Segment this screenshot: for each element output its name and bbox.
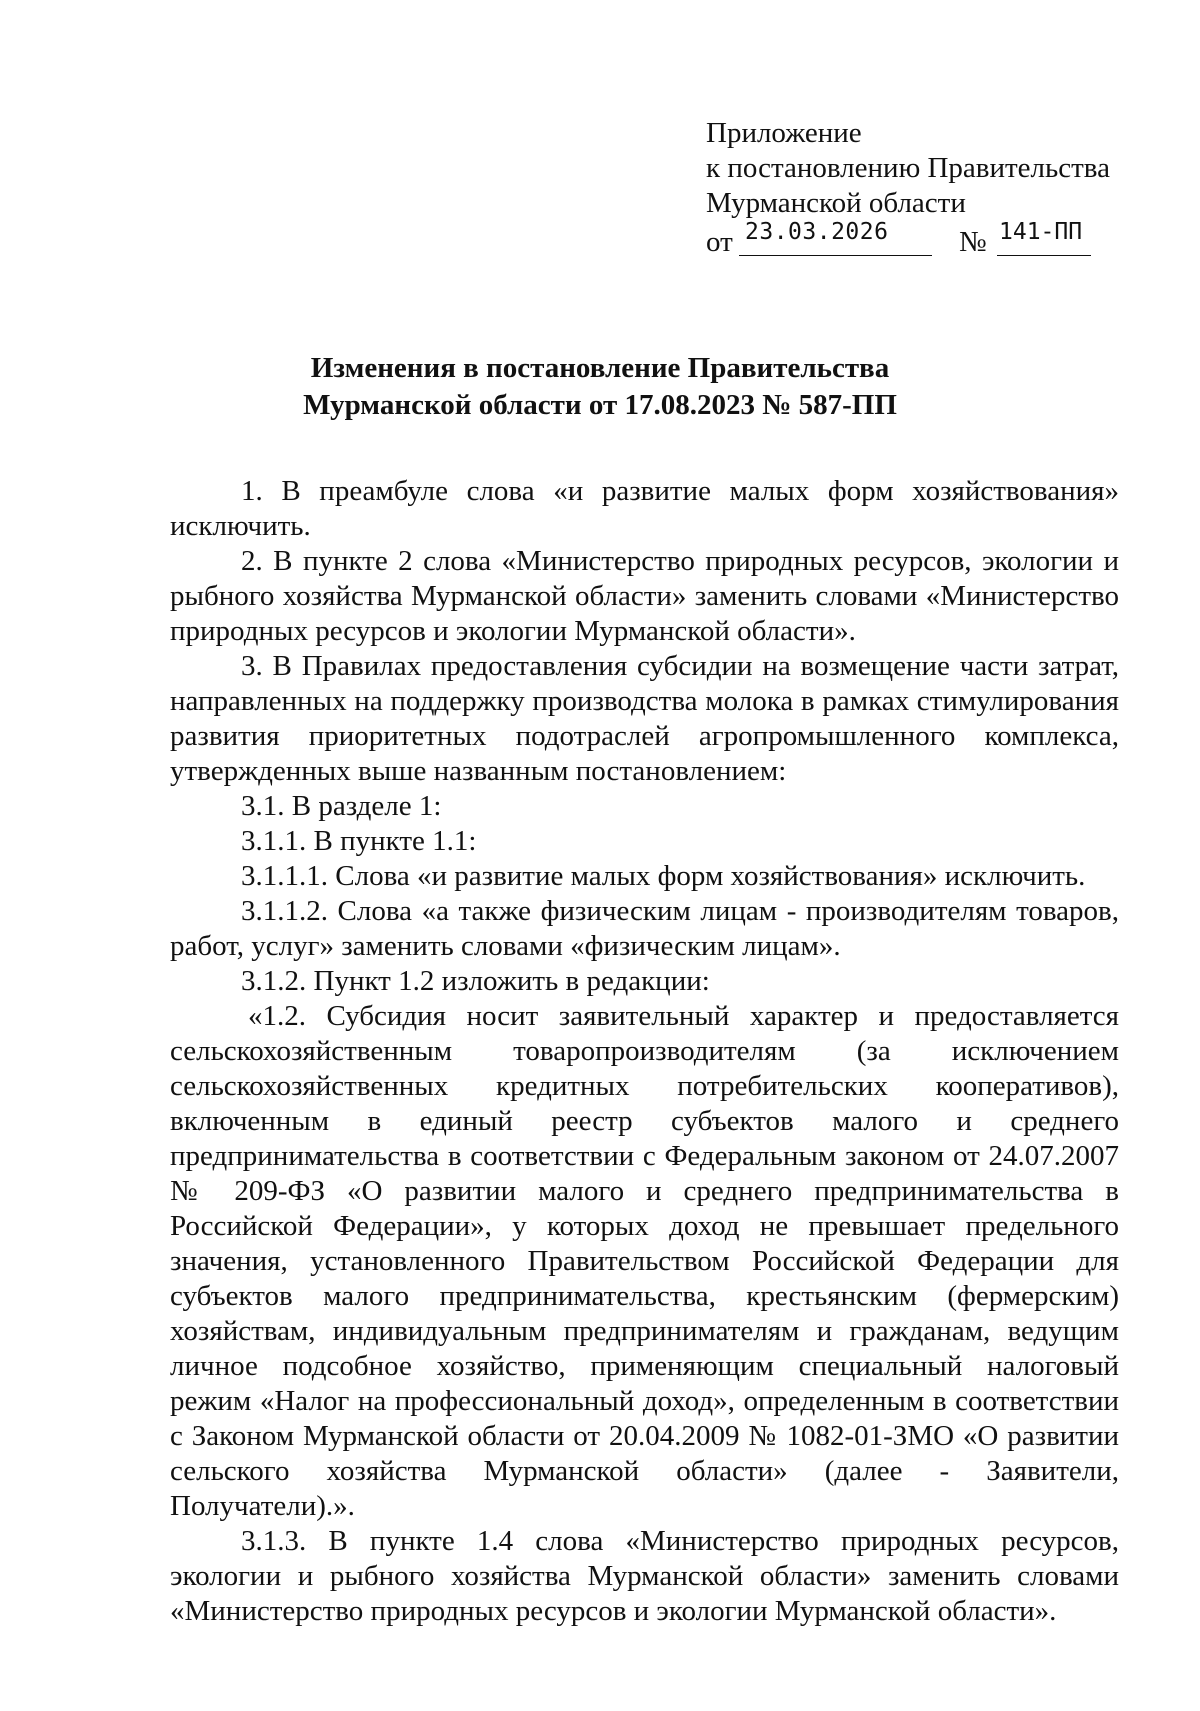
number-underline	[997, 255, 1091, 256]
paragraph-2: 2. В пункте 2 слова «Министерство природных ресурсов, экологии и рыбного хозяйства Мурманской области» заменить словами «Министерство природных ресурсов и экологии Мурманской области».	[170, 545, 1119, 647]
appendix-label: Приложение	[706, 117, 862, 149]
document-title	[0, 350, 1200, 424]
appendix-resolution-ref: к постановлению Правительства	[706, 152, 1110, 184]
paragraph-3-1-3: 3.1.3. В пункте 1.4 слова «Министерство природных ресурсов, экологии и рыбного хозяйства Мурманской области» заменить словами «Министерство природных ресурсов и экологии Мурманской области».	[170, 1525, 1119, 1627]
resolution-date: 23.03.2026	[745, 219, 889, 245]
paragraph-3-1-1-1: 3.1.1.1. Слова «и развитие малых форм хозяйствования» исключить.	[241, 860, 1086, 892]
paragraph-1: 1. В преамбуле слова «и развитие малых форм хозяйствования» исключить.	[170, 475, 1119, 542]
appendix-date-number-line	[706, 221, 1110, 257]
paragraph-3: 3. В Правилах предоставления субсидии на возмещение части затрат, направленных на поддержку производства молока в рамках стимулирования развития приоритетных подотраслей агропромышленного комплекса, утвержденных выше названным постановлением:	[170, 650, 1119, 787]
paragraph-3-1-1: 3.1.1. В пункте 1.1:	[241, 825, 477, 857]
from-label: от	[706, 226, 733, 258]
document-body	[170, 474, 1119, 1629]
paragraph-quoted-1-2: «1.2. Субсидия носит заявительный характер и предоставляется сельскохозяйственным товаропроизводителям (за исключением сельскохозяйственных кредитных потребительских кооперативов), включенным в единый реестр субъектов малого и среднего предпринимательства в соответствии с Федеральным законом от 24.07.2007 № 209-ФЗ «О развитии малого и среднего предпринимательства в Российской Федерации», у которых доход не превышает предельного значения, установленного Правительством Российской Федерации для субъектов малого предпринимательства, крестьянским (фермерским) хозяйствам, индивидуальным предпринимателям и гражданам, ведущим личное подсобное хозяйство, применяющим специальный налоговый режим «Налог на профессиональный доход», определенным в соответствии с Законом Мурманской области от 20.04.2009 № 1082-01-ЗМО «О развитии сельского хозяйства Мурманской области» (далее - Заявители, Получатели).».	[170, 1000, 1119, 1522]
resolution-number: 141-ПП	[999, 219, 1083, 245]
paragraph-3-1-2: 3.1.2. Пункт 1.2 изложить в редакции:	[241, 965, 710, 997]
title-line-2: Мурманской области от 17.08.2023 № 587-ПП	[303, 389, 897, 421]
date-underline	[739, 255, 932, 256]
appendix-region: Мурманской области	[706, 187, 966, 219]
title-line-1: Изменения в постановление Правительства	[310, 352, 890, 384]
paragraph-3-1: 3.1. В разделе 1:	[241, 790, 442, 822]
number-label: №	[959, 226, 987, 258]
paragraph-3-1-1-2: 3.1.1.2. Слова «а также физическим лицам - производителям товаров, работ, услуг» заменить словами «физическим лицам».	[170, 895, 1119, 962]
appendix-block	[706, 116, 1110, 257]
